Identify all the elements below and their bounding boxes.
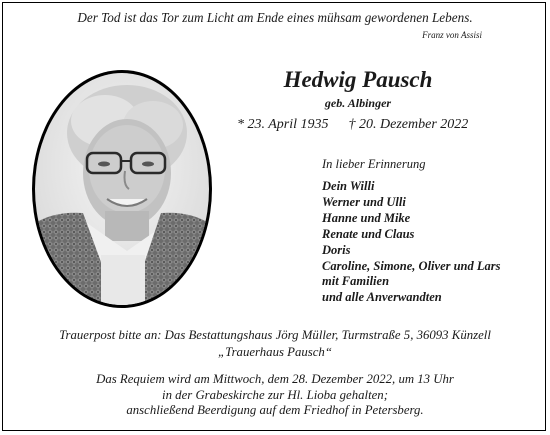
mourner-list [322,179,501,306]
condolence-address [0,327,550,361]
mourner-item: und alle Anverwandten [322,290,442,305]
portrait-photo [32,70,212,308]
service-details [0,372,550,419]
mourner-item: Renate und Claus [322,226,415,241]
service-line: anschließend Beerdigung auf dem Friedhof in Petersberg. [126,403,424,417]
memory-intro: In lieber Erinnerung [322,157,426,171]
birth-name: geb. Albinger [324,96,392,110]
condolence-line: Trauerpost bitte an: Das Bestattungshaus Jörg Müller, Turmstraße 5, 36093 Künzell [59,328,491,342]
deceased-name: Hedwig Pausch [283,67,433,92]
quote-text: Der Tod ist das Tor zum Licht am Ende eines mühsam gewordenen Lebens. [77,10,473,25]
mourner-item: Werner und Ulli [322,194,406,209]
mourner-item: mit Familien [322,274,390,289]
mourner-item: Dein Willi [322,179,375,193]
quote-author: Franz von Assisi [422,30,482,40]
service-line: in der Grabeskirche zur Hl. Lioba gehalten; [162,387,388,402]
mourner-item: Doris [322,242,351,257]
mourner-item: Hanne und Mike [322,210,411,225]
portrait-photo-icon [35,73,209,305]
service-line: Das Requiem wird am Mittwoch, dem 28. Dezember 2022, um 13 Uhr [96,372,454,386]
death-date: † 20. Dezember 2022 [348,117,469,132]
life-dates [237,117,468,133]
birth-date: * 23. April 1935 [237,117,329,132]
mourner-item: Caroline, Simone, Oliver und Lars [322,258,501,273]
condolence-recipient: „Trauerhaus Pausch“ [218,345,332,359]
